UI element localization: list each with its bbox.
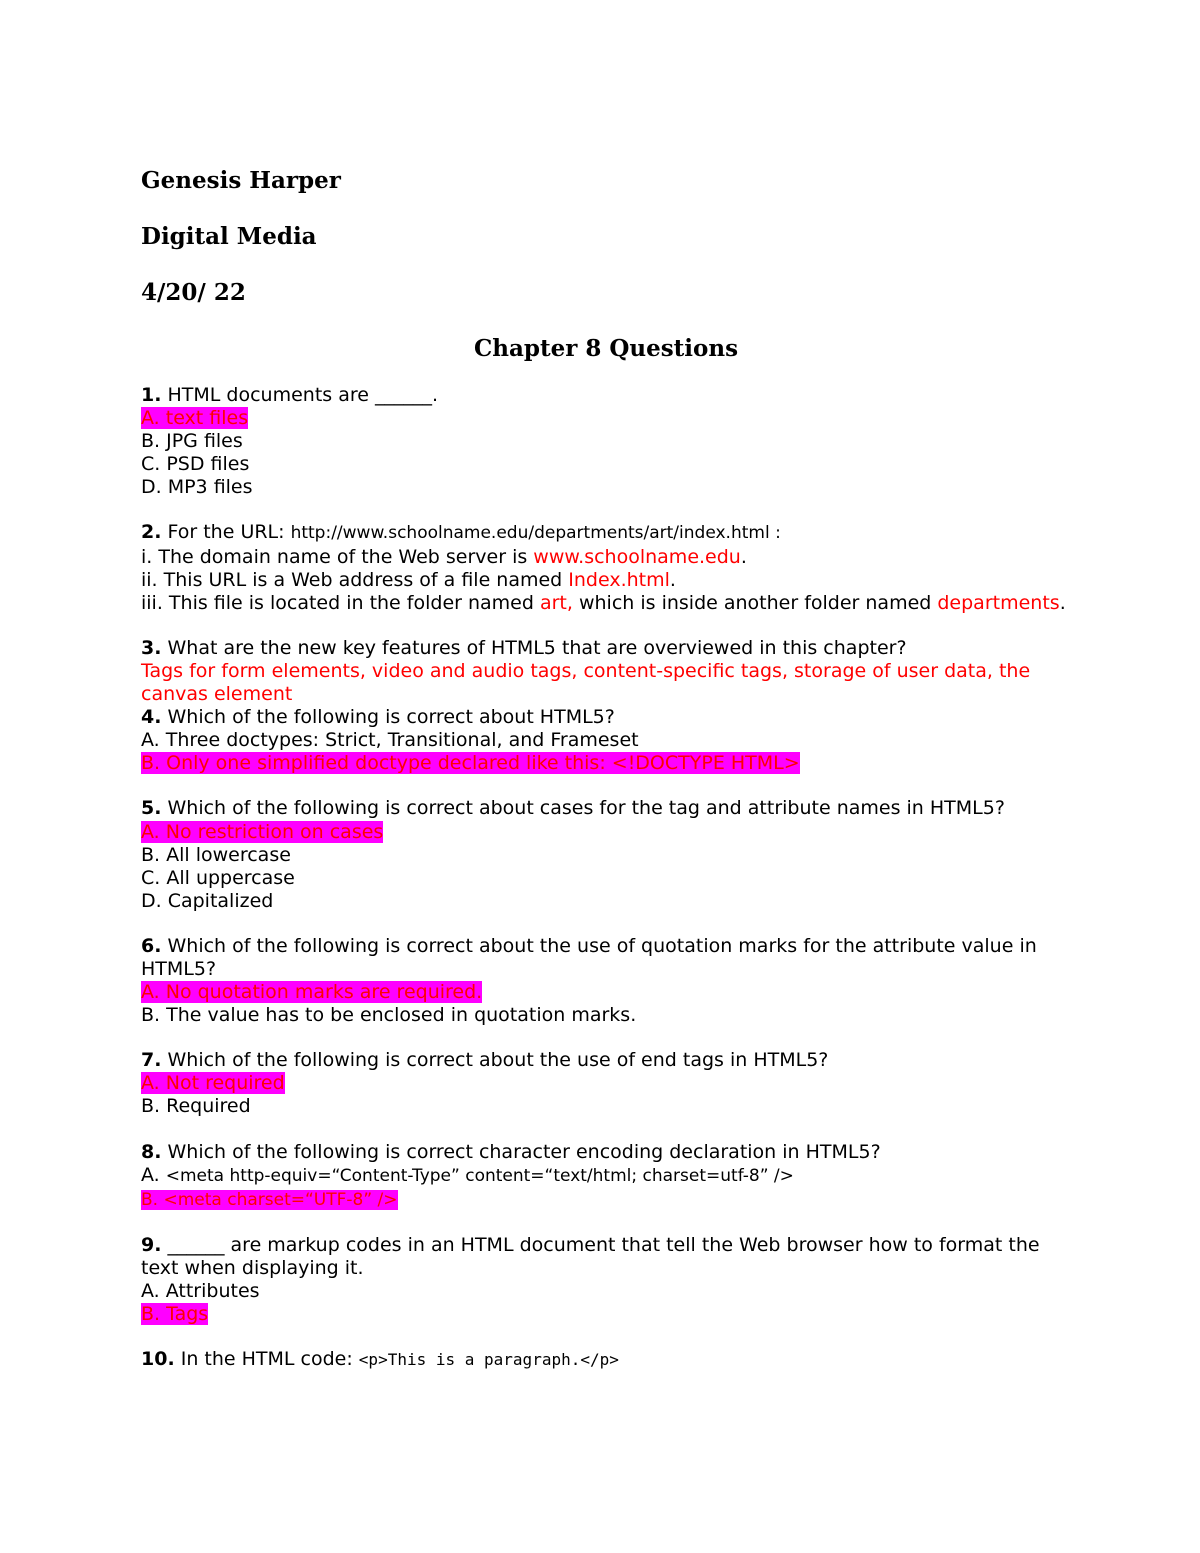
html-code-snippet: <p>This is a paragraph.</p> — [358, 1350, 619, 1370]
question-prompt: Which of the following is correct about the use of quotation marks for the attribute value in HTML5? — [141, 934, 1043, 980]
answer-option: D. MP3 files — [141, 476, 253, 499]
written-answer: Tags for form elements, video and audio tags, content-specific tags, storage of user data, the canvas element — [141, 659, 1037, 706]
student-name: Genesis Harper — [141, 167, 341, 194]
question-9 — [141, 1234, 1071, 1326]
statement-ii: ii. This URL is a Web address of a file named Index.html. — [141, 568, 676, 591]
question-number: 5. — [141, 797, 162, 820]
question-text — [141, 521, 1071, 545]
question-number: 7. — [141, 1049, 162, 1072]
answer-filename: Index.html — [568, 568, 670, 591]
question-number: 6. — [141, 934, 162, 957]
answer-folder: art, — [539, 591, 573, 614]
question-text — [141, 797, 1071, 820]
question-3 — [141, 637, 1071, 706]
question-text — [141, 1234, 1071, 1280]
answer-option: A. Three doctypes: Strict, Transitional, and Frameset — [141, 729, 639, 752]
question-6 — [141, 935, 1071, 1027]
question-number: 1. — [141, 384, 162, 406]
course-name: Digital Media — [141, 223, 317, 250]
selected-answer: A. No restriction on cases — [141, 820, 384, 843]
question-number: 3. — [141, 636, 162, 659]
question-prompt: HTML documents are ______. — [161, 384, 439, 406]
question-prompt: Which of the following is correct about cases for the tag and attribute names in HTML5? — [161, 797, 1005, 820]
selected-answer: A. No quotation marks are required. — [141, 981, 483, 1004]
answer-option: C. All uppercase — [141, 866, 295, 889]
question-number: 9. — [141, 1233, 162, 1256]
selected-answer: B. Only one simplified doctype declared like this: <!DOCTYPE HTML> — [141, 752, 800, 775]
answer-option: B. Required — [141, 1095, 251, 1118]
question-prompt: ______ are markup codes in an HTML document that tell the Web browser how to format the text when displaying it. — [141, 1233, 1046, 1279]
question-prompt: In the HTML code: — [174, 1348, 359, 1371]
statement-i: i. The domain name of the Web server is www.schoolname.edu. — [141, 545, 747, 568]
question-prompt: Which of the following is correct about the use of end tags in HTML5? — [161, 1049, 829, 1072]
question-5 — [141, 797, 1071, 912]
question-text — [141, 1141, 1071, 1164]
answer-option: C. PSD files — [141, 453, 250, 476]
answer-option: B. JPG files — [141, 430, 243, 453]
question-10 — [141, 1348, 1071, 1371]
statement-iii: iii. This file is located in the folder named art, which is inside another folder named departments. — [141, 591, 1066, 614]
answer-option: B. The value has to be enclosed in quotation marks. — [141, 1004, 637, 1027]
question-text — [141, 384, 1071, 407]
question-7 — [141, 1049, 1071, 1118]
question-text — [141, 1348, 1071, 1371]
question-8 — [141, 1141, 1071, 1212]
selected-answer: A. text files — [141, 407, 249, 430]
answer-domain: www.schoolname.edu — [533, 545, 741, 568]
question-number: 4. — [141, 706, 162, 729]
meta-code: <meta http-equiv=“Content-Type” content=“text/html; charset=utf-8” /> — [165, 1165, 794, 1186]
date: 4/20/ 22 — [141, 279, 246, 306]
question-text — [141, 1049, 1071, 1072]
page-title: Chapter 8 Questions — [473, 335, 739, 362]
answer-option: D. Capitalized — [141, 889, 274, 912]
answer-option: B. All lowercase — [141, 843, 291, 866]
document-content — [141, 164, 1071, 1393]
url-text: http://www.schoolname.edu/departments/art/index.html : — [290, 523, 781, 544]
question-prompt: For the URL: — [161, 521, 291, 544]
question-prompt: Which of the following is correct character encoding declaration in HTML5? — [161, 1140, 881, 1163]
question-2 — [141, 521, 1071, 614]
question-text — [141, 935, 1071, 981]
question-4 — [141, 706, 1071, 775]
question-prompt: What are the new key features of HTML5 that are overviewed in this chapter? — [161, 636, 907, 659]
answer-parent-folder: departments — [937, 591, 1060, 614]
question-number: 2. — [141, 521, 162, 544]
question-number: 10. — [141, 1348, 175, 1371]
selected-answer: A. Not required — [141, 1072, 285, 1095]
question-text — [141, 706, 1071, 729]
selected-answer: B. <meta charset=“UTF-8” /> — [141, 1189, 398, 1210]
question-1 — [141, 384, 1071, 499]
answer-option: A. <meta http-equiv=“Content-Type” content=“text/html; charset=utf-8” /> — [141, 1163, 794, 1186]
answer-option: A. Attributes — [141, 1280, 260, 1302]
question-prompt: Which of the following is correct about HTML5? — [161, 706, 615, 729]
selected-answer: B. Tags — [141, 1303, 209, 1326]
question-text — [141, 637, 1071, 660]
question-number: 8. — [141, 1140, 162, 1163]
